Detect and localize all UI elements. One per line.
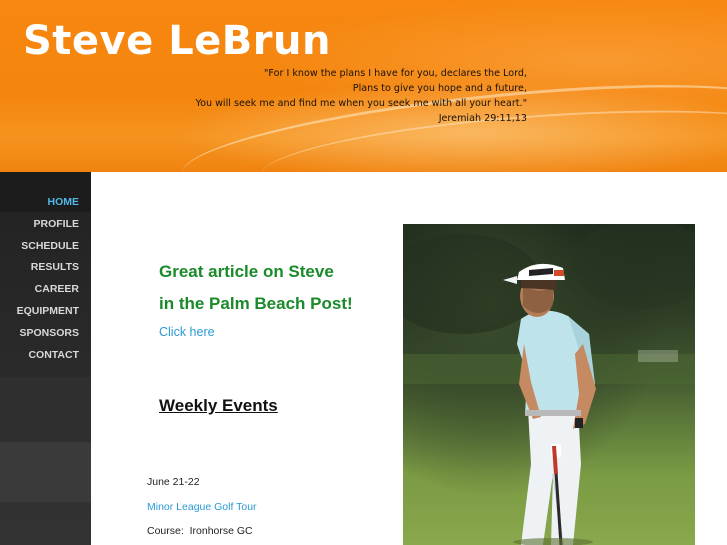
event-course: Course: Ironhorse GC: [147, 525, 253, 537]
scripture-quote: [196, 66, 528, 126]
quote-reference: Jeremiah 29:11,13: [438, 113, 527, 124]
article-heading-line2: in the Palm Beach Post!: [159, 294, 353, 313]
sidebar-band: [0, 377, 91, 442]
sidebar-band: [0, 442, 91, 502]
nav-item-contact[interactable]: CONTACT: [28, 348, 79, 361]
event-date: June 21-22: [147, 476, 200, 488]
quote-line: Plans to give you hope and a future,: [352, 83, 527, 94]
nav-item-home[interactable]: HOME: [47, 196, 79, 208]
weekly-events-heading: Weekly Events: [159, 396, 278, 415]
nav-item-profile[interactable]: PROFILE: [33, 217, 79, 230]
main-nav: [17, 192, 79, 366]
quote-line: "For I know the plans I have for you, declares the Lord,: [264, 68, 527, 79]
golfer-illustration: [403, 224, 695, 545]
nav-item-schedule[interactable]: SCHEDULE: [21, 239, 79, 252]
nav-item-sponsors[interactable]: SPONSORS: [19, 326, 79, 339]
golfer-photo: [403, 224, 695, 545]
site-header: [0, 0, 727, 172]
nav-item-equipment[interactable]: EQUIPMENT: [16, 304, 79, 317]
article-heading-line1: Great article on Steve: [159, 262, 334, 281]
event-tour-link[interactable]: Minor League Golf Tour: [147, 501, 257, 513]
article-heading: [159, 256, 353, 320]
sidebar: [0, 172, 91, 545]
nav-item-career[interactable]: CAREER: [34, 283, 79, 296]
click-here-link[interactable]: Click here: [159, 325, 215, 339]
quote-line: You will seek me and find me when you seek me with all your heart.": [195, 98, 527, 109]
nav-item-results[interactable]: RESULTS: [30, 261, 79, 274]
site-title[interactable]: Steve LeBrun: [23, 18, 331, 64]
